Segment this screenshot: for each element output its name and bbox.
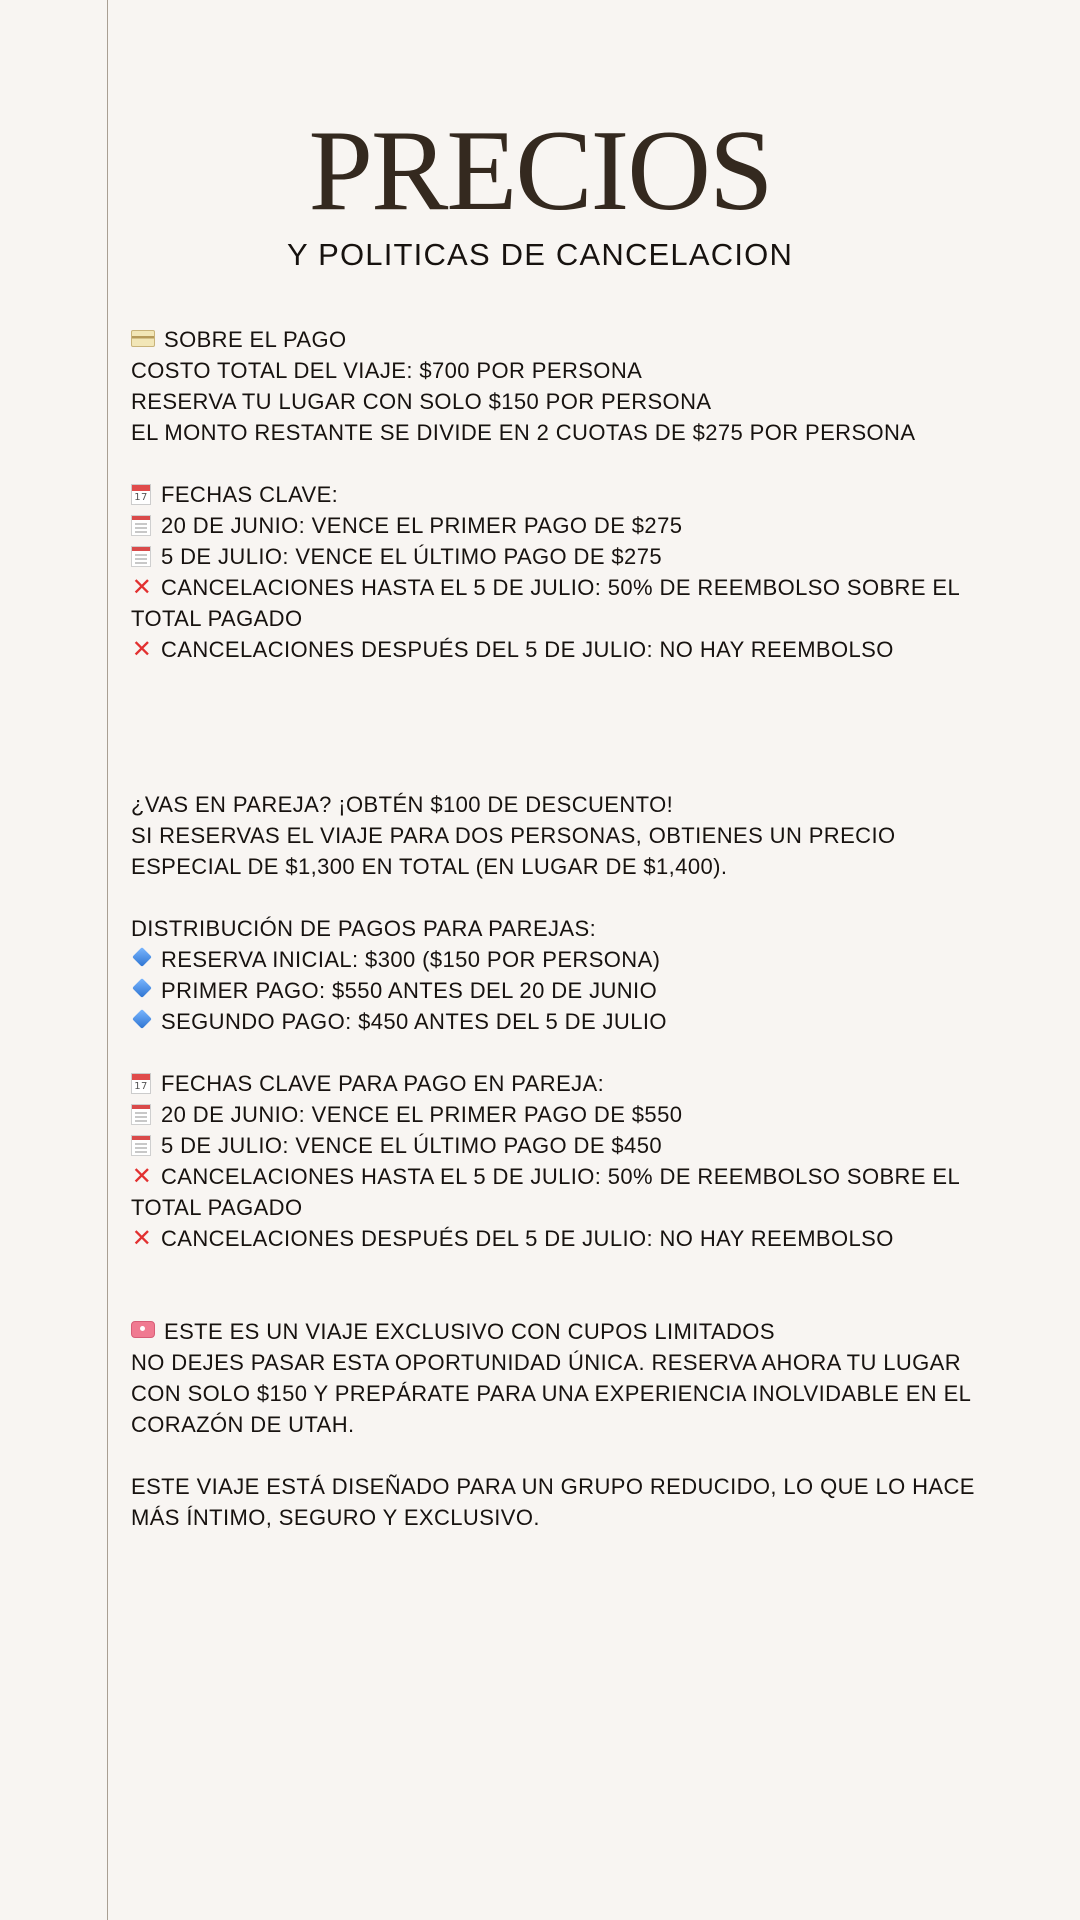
couples-description: SI RESERVAS EL VIAJE PARA DOS PERSONAS, OBTIENES UN PRECIO ESPECIAL DE $1,300 EN TOTAL (EN LUGAR DE $1,400).: [131, 823, 896, 879]
tear-off-calendar-icon: [131, 515, 151, 536]
couples-distribution-item: [131, 975, 1006, 1006]
couples-distribution-item-text: PRIMER PAGO: $550 ANTES DEL 20 DE JUNIO: [161, 978, 658, 1003]
blue-diamond-icon: [132, 1009, 152, 1029]
couples-dates-heading-line: [131, 1068, 1006, 1099]
key-dates-cancel-after: CANCELACIONES DESPUÉS DEL 5 DE JULIO: NO HAY REEMBOLSO: [161, 637, 894, 662]
exclusive-heading: ESTE ES UN VIAJE EXCLUSIVO CON CUPOS LIMITADOS: [164, 1319, 775, 1344]
tear-off-calendar-icon: [131, 1104, 151, 1125]
key-dates-first-payment: 20 DE JUNIO: VENCE EL PRIMER PAGO DE $275: [161, 513, 683, 538]
tear-off-calendar-icon: [131, 546, 151, 567]
couples-distribution-item-text: SEGUNDO PAGO: $450 ANTES DEL 5 DE JULIO: [161, 1009, 667, 1034]
calendar-icon: [131, 484, 151, 505]
blue-diamond-icon: [132, 947, 152, 967]
payment-heading-line: [131, 324, 1006, 355]
payment-total-cost: COSTO TOTAL DEL VIAJE: $700 POR PERSONA: [131, 358, 643, 383]
couples-dates-cancel-before-line: [131, 1161, 1006, 1223]
key-dates-cancel-before-line: [131, 572, 1006, 634]
left-vertical-rule: [107, 0, 108, 1920]
couples-dates-cancel-after: CANCELACIONES DESPUÉS DEL 5 DE JULIO: NO HAY REEMBOLSO: [161, 1226, 894, 1251]
calendar-icon: [131, 1073, 151, 1094]
payment-remaining: EL MONTO RESTANTE SE DIVIDE EN 2 CUOTAS DE $275 POR PERSONA: [131, 420, 916, 445]
couples-dates-cancel-after-line: [131, 1223, 1006, 1254]
couples-dates-first-payment: 20 DE JUNIO: VENCE EL PRIMER PAGO DE $550: [161, 1102, 683, 1127]
page-title: PRECIOS: [308, 107, 772, 235]
exclusive-description: NO DEJES PASAR ESTA OPORTUNIDAD ÚNICA. RESERVA AHORA TU LUGAR CON SOLO $150 Y PREPÁRATE PARA UNA EXPERIENCIA INOLVIDABLE EN EL CORAZÓN DE UTAH.: [131, 1350, 971, 1437]
couples-dates-heading: FECHAS CLAVE PARA PAGO EN PAREJA:: [161, 1071, 605, 1096]
couples-distribution-item: [131, 1006, 1006, 1037]
key-dates-first-payment-line: [131, 510, 1006, 541]
couples-dates-first-payment-line: [131, 1099, 1006, 1130]
couples-distribution-item-text: RESERVA INICIAL: $300 ($150 POR PERSONA): [161, 947, 661, 972]
key-dates-last-payment: 5 DE JULIO: VENCE EL ÚLTIMO PAGO DE $275: [161, 544, 662, 569]
cross-mark-icon: ✕: [131, 573, 153, 601]
tear-off-calendar-icon: [131, 1135, 151, 1156]
payment-heading: SOBRE EL PAGO: [164, 327, 347, 352]
couples-dates-last-payment: 5 DE JULIO: VENCE EL ÚLTIMO PAGO DE $450: [161, 1133, 662, 1158]
key-dates-heading: FECHAS CLAVE:: [161, 482, 339, 507]
couples-dates-cancel-before: CANCELACIONES HASTA EL 5 DE JULIO: 50% DE REEMBOLSO SOBRE EL TOTAL PAGADO: [131, 1164, 960, 1220]
key-dates-cancel-after-line: [131, 634, 1006, 665]
document-body: [131, 324, 1006, 1533]
exclusive-closing: ESTE VIAJE ESTÁ DISEÑADO PARA UN GRUPO REDUCIDO, LO QUE LO HACE MÁS ÍNTIMO, SEGURO Y EXCLUSIVO.: [131, 1474, 975, 1530]
cross-mark-icon: ✕: [131, 635, 153, 663]
payment-reservation: RESERVA TU LUGAR CON SOLO $150 POR PERSONA: [131, 389, 712, 414]
credit-card-icon: [131, 330, 155, 347]
key-dates-last-payment-line: [131, 541, 1006, 572]
key-dates-heading-line: [131, 479, 1006, 510]
key-dates-cancel-before: CANCELACIONES HASTA EL 5 DE JULIO: 50% DE REEMBOLSO SOBRE EL TOTAL PAGADO: [131, 575, 960, 631]
couples-distribution-heading: DISTRIBUCIÓN DE PAGOS PARA PAREJAS:: [131, 916, 597, 941]
cross-mark-icon: ✕: [131, 1162, 153, 1190]
blue-diamond-icon: [132, 978, 152, 998]
couples-heading: ¿VAS EN PAREJA? ¡OBTÉN $100 DE DESCUENTO!: [131, 792, 674, 817]
ticket-icon: [131, 1321, 155, 1338]
couples-distribution-item: [131, 944, 1006, 975]
page-subtitle: Y POLITICAS DE CANCELACION: [286, 237, 794, 272]
cross-mark-icon: ✕: [131, 1224, 153, 1252]
exclusive-heading-line: [131, 1316, 1006, 1347]
couples-dates-last-payment-line: [131, 1130, 1006, 1161]
